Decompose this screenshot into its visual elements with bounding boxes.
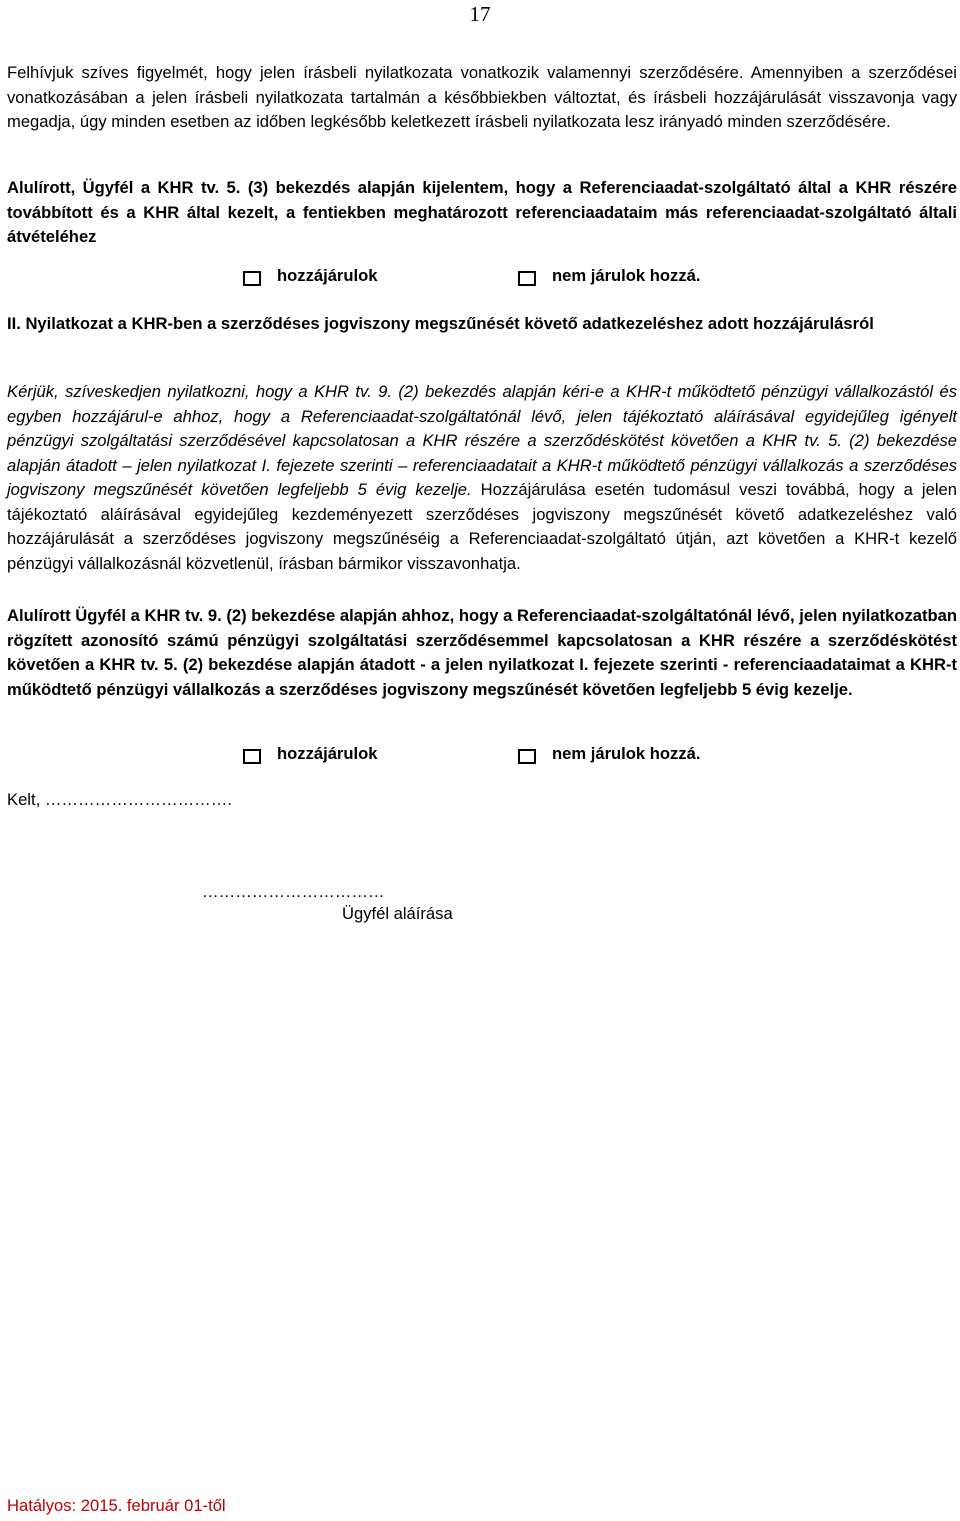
consent-declaration-2: Alulírott Ügyfél a KHR tv. 9. (2) bekezdése alapján ahhoz, hogy a Referenciaadat-szolgáltatónál lévő, jelen nyilatkozatban rögzített azonosító számú pénzügyi szolgáltatási szerződésemmel kapcsolatosan a KHR részére a szerződéskötést követően a KHR tv. 5. (2) bekezdése alapján átadott - a jelen nyilatkozat I. fejezete szerinti - referenciaadataimat a KHR-t működtető pénzügyi vállalkozás a szerződéses jogviszony megszűnését követően legfeljebb 5 évig kezelje. (7, 606, 957, 699)
consent-declaration-1: Alulírott, Ügyfél a KHR tv. 5. (3) bekezdés alapján kijelentem, hogy a Referenciaadat-szolgáltató által a KHR részére továbbított és a KHR által kezelt, a fentiekben meghatározott referenciaadataim más referenciaadat-szolgáltató általi átvételéhez (7, 178, 957, 246)
disagree-option-2[interactable] (518, 744, 700, 764)
effective-date-footer: Hatályos: 2015. február 01-től (7, 1496, 226, 1515)
checkbox-icon[interactable] (243, 271, 261, 286)
date-place-field[interactable]: Kelt, ……………………………. (7, 790, 232, 809)
disagree-label: nem járulok hozzá. (552, 744, 701, 763)
agree-label: hozzájárulok (277, 266, 378, 285)
consent-notice-paragraph: Felhívjuk szíves figyelmét, hogy jelen írásbeli nyilatkozata vonatkozik valamennyi szerződésére. Amennyiben a szerződései vonatkozásában a jelen írásbeli nyilatkozata tartalmán a későbbiekben változtat, és írásbeli hozzájárulását visszavonja vagy megadja, úgy minden esetben az időben legkésőbb keletkezett írásbeli nyilatkozata lesz irányadó minden szerződésére. (7, 63, 957, 131)
checkbox-icon[interactable] (518, 749, 536, 764)
agree-option-2[interactable] (243, 744, 378, 764)
request-italic-text: Kérjük, szíveskedjen nyilatkozni, hogy a KHR tv. 9. (2) bekezdés alapján kéri-e a KHR-t működtető pénzügyi vállalkozástól és egyben hozzájárul-e ahhoz, hogy a Referenciaadat-szolgáltatónál lévő, jelen tájékoztató aláírásával egyidejűleg igényelt pénzügyi szolgáltatási szerződésével kapcsolatosan a KHR részére a szerződéskötést követően a KHR tv. 5. (2) bekezdése alapján átadott – jelen nyilatkozat I. fejezete szerinti – referenciaadatait a KHR-t működtető pénzügyi vállalkozás a szerződéses jogviszony megszűnését követően legfeljebb 5 évig kezelje. (7, 382, 957, 499)
agree-label: hozzájárulok (277, 744, 378, 763)
signature-line[interactable]: …………………………… (202, 882, 385, 901)
checkbox-icon[interactable] (243, 749, 261, 764)
page-number: 17 (469, 2, 491, 26)
consent-options-2 (0, 744, 960, 770)
request-normal-text: Hozzájárulása esetén tudomásul veszi továbbá, hogy a jelen tájékoztató aláírásával egyidejűleg kezdeményezett szerződéses jogviszony megszűnését követő adatkezeléshez való hozzájárulását a szerződéses jogviszony megszűnéséig a Referenciaadat-szolgáltató útján, azt követően a KHR-t kezelő pénzügyi vállalkozásnál közvetlenül, írásban bármikor visszavonhatja. (7, 480, 957, 573)
request-paragraph (7, 380, 957, 576)
section-title: II. Nyilatkozat a KHR-ben a szerződéses jogviszony megszűnését követő adatkezeléshez adott hozzájárulásról (7, 314, 874, 333)
signature-label: Ügyfél aláírása (342, 904, 453, 923)
disagree-label: nem járulok hozzá. (552, 266, 701, 285)
disagree-option-1[interactable] (518, 266, 700, 286)
consent-options-1 (0, 266, 960, 292)
agree-option-1[interactable] (243, 266, 378, 286)
checkbox-icon[interactable] (518, 271, 536, 286)
